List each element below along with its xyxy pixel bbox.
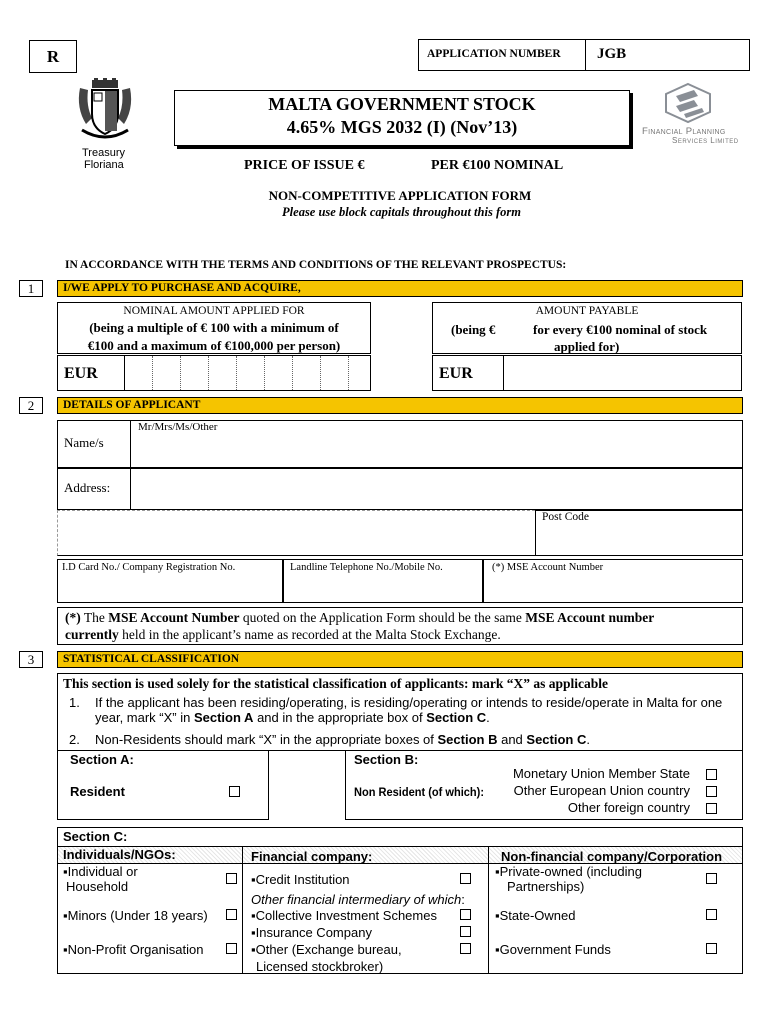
amount-payable-line2: applied for)	[554, 339, 620, 354]
col1-heading: Individuals/NGOs:	[63, 847, 176, 862]
postcode-label: Post Code	[542, 511, 589, 523]
b-option2-label: Other European Union country	[513, 783, 690, 798]
credit-institution-checkbox[interactable]	[460, 873, 471, 884]
mse-note-box	[57, 607, 743, 645]
item1-line2: year, mark “X” in Section A and in the appropriate box of Section C.	[95, 710, 490, 725]
malta-coat-of-arms-logo	[72, 78, 138, 144]
item1-num: 1.	[69, 695, 80, 710]
section-c-label: Section C:	[63, 829, 128, 844]
c2-other-label: Other financial intermediary of which:	[251, 892, 465, 907]
resident-checkbox[interactable]	[229, 786, 240, 797]
c2-opt4-line1: ▪Other (Exchange bureau,	[251, 942, 402, 957]
c1-opt2: ▪Minors (Under 18 years)	[63, 908, 208, 923]
phone-label: Landline Telephone No./Mobile No.	[290, 562, 443, 573]
names-label: Name/s	[64, 435, 104, 450]
b-option1-checkbox[interactable]	[706, 769, 717, 780]
col3-heading: Non-financial company/Corporation	[501, 849, 723, 864]
section-c-box	[57, 827, 743, 974]
item1-line1: If the applicant has been residing/operating, is residing/operating or intends to reside/operate in Malta for one	[95, 695, 723, 710]
form-subtitle: Please use block capitals throughout this form	[282, 205, 521, 219]
other-financial-checkbox[interactable]	[460, 943, 471, 954]
title-prefix-label: Mr/Mrs/Ms/Other	[138, 421, 218, 433]
address-label: Address:	[64, 480, 111, 495]
section-a-label: Section A:	[70, 752, 134, 767]
c2-opt2: ▪Collective Investment Schemes	[251, 908, 437, 923]
address-line2[interactable]	[57, 510, 535, 556]
application-number-box	[418, 39, 750, 71]
minors-checkbox[interactable]	[226, 909, 237, 920]
c1-opt3: ▪Non-Profit Organisation	[63, 942, 204, 957]
b-option1-label: Monetary Union Member State	[512, 766, 690, 781]
b-option3-checkbox[interactable]	[706, 803, 717, 814]
financial-planning-logo	[640, 82, 750, 148]
nominal-amount-box	[57, 302, 371, 354]
c2-opt1: ▪Credit Institution	[251, 872, 350, 887]
amount-payable-being: (being €	[451, 322, 496, 337]
title-box	[174, 90, 630, 146]
state-owned-checkbox[interactable]	[706, 909, 717, 920]
eur-label-2: EUR	[439, 365, 473, 382]
nominal-amount-line1: (being a multiple of € 100 with a minimum of	[89, 320, 339, 335]
section1-title: I/WE APPLY TO PURCHASE AND ACQUIRE,	[57, 280, 743, 297]
fps-line1: Financial Planning	[642, 126, 726, 137]
amount-payable-heading: AMOUNT PAYABLE	[535, 305, 639, 317]
floriana-label: Floriana	[84, 159, 124, 171]
c1-opt1-line1: ▪Individual or	[63, 864, 138, 879]
postcode-box[interactable]	[535, 510, 743, 556]
amount-payable-entry[interactable]	[432, 355, 742, 391]
c1-opt1-line2: Household	[66, 879, 129, 894]
c3-opt1-line2: Partnerships)	[507, 879, 585, 894]
c2-opt4-line2: Licensed stockbroker)	[256, 959, 384, 974]
b-option2-checkbox[interactable]	[706, 786, 717, 797]
eur-label-1: EUR	[64, 365, 98, 382]
nonprofit-checkbox[interactable]	[226, 943, 237, 954]
section2-title: DETAILS OF APPLICANT	[57, 397, 743, 414]
fps-line2: Services Limited	[672, 136, 739, 145]
nominal-amount-entry[interactable]	[57, 355, 371, 391]
id-card-field[interactable]	[57, 559, 283, 603]
amount-payable-line1: for every €100 nominal of stock	[533, 322, 708, 337]
col2-heading: Financial company:	[251, 849, 373, 864]
section3-number: 3	[19, 651, 43, 668]
nonresident-label: Non Resident (of which):	[354, 785, 485, 799]
nominal-amount-heading: NOMINAL AMOUNT APPLIED FOR	[123, 305, 305, 317]
insurance-company-checkbox[interactable]	[460, 926, 471, 937]
address-row	[57, 468, 743, 510]
item2-line: Non-Residents should mark “X” in the appropriate boxes of Section B and Section C.	[95, 732, 590, 747]
mse-account-field[interactable]	[483, 559, 743, 603]
names-row	[57, 420, 743, 468]
title-line1: MALTA GOVERNMENT STOCK	[268, 94, 536, 114]
mse-account-label: (*) MSE Account Number	[492, 562, 604, 573]
b-option3-label: Other foreign country	[567, 800, 690, 815]
collective-investment-checkbox[interactable]	[460, 909, 471, 920]
section-b-label: Section B:	[354, 752, 419, 767]
r-label: R	[46, 47, 60, 66]
item2-num: 2.	[69, 732, 80, 747]
section3-intro: This section is used solely for the statistical classification of applicants: mark “X” as applicable	[63, 676, 609, 691]
per-nominal-label: PER €100 NOMINAL	[431, 158, 564, 173]
accordance-text: IN ACCORDANCE WITH THE TERMS AND CONDITIONS OF THE RELEVANT PROSPECTUS:	[65, 259, 567, 271]
private-owned-checkbox[interactable]	[706, 873, 717, 884]
section2-number: 2	[19, 397, 43, 414]
section-a-box	[57, 750, 269, 820]
application-number-value[interactable]: JGB	[597, 46, 627, 62]
section3-title: STATISTICAL CLASSIFICATION	[57, 651, 743, 668]
c3-opt3: ▪Government Funds	[495, 942, 611, 957]
section-b-box	[345, 750, 743, 820]
names-input[interactable]	[131, 435, 742, 467]
section1-number: 1	[19, 280, 43, 297]
c3-opt2: ▪State-Owned	[495, 908, 576, 923]
government-funds-checkbox[interactable]	[706, 943, 717, 954]
form-title: NON-COMPETITIVE APPLICATION FORM	[268, 188, 532, 203]
treasury-label: Treasury	[82, 147, 125, 159]
c2-opt3: ▪Insurance Company	[251, 925, 372, 940]
amount-payable-box	[432, 302, 742, 354]
title-line2: 4.65% MGS 2032 (I) (Nov’13)	[286, 117, 518, 137]
nominal-amount-line2: €100 and a maximum of €100,000 per person)	[87, 338, 341, 353]
phone-field[interactable]	[283, 559, 483, 603]
individual-checkbox[interactable]	[226, 873, 237, 884]
price-of-issue-label: PRICE OF ISSUE €	[244, 158, 365, 173]
r-box	[29, 40, 77, 73]
resident-label: Resident	[70, 784, 125, 799]
application-number-label: APPLICATION NUMBER	[427, 48, 561, 60]
mse-note-text: (*) The MSE Account Number quoted on the Application Form should be the same MSE Account number currently held in the applicant’s name as recorded at the Malta Stock Exchange.	[65, 610, 655, 642]
address-input[interactable]	[131, 469, 742, 509]
c3-opt1-line1: ▪Private-owned (including	[495, 864, 642, 879]
id-card-label: I.D Card No./ Company Registration No.	[62, 562, 236, 573]
section3-intro-box	[57, 673, 743, 751]
